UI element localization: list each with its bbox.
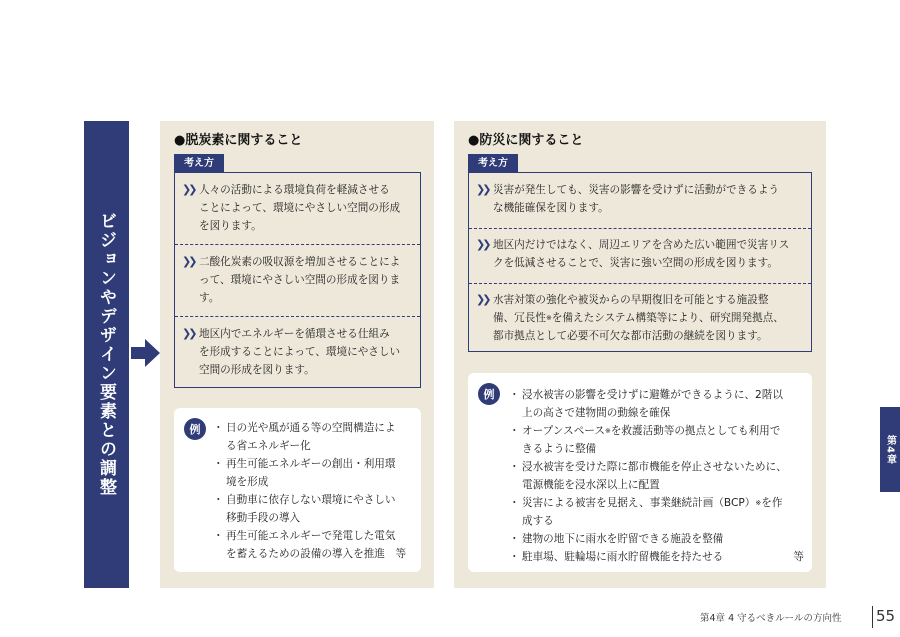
- dashed-divider: [469, 228, 811, 229]
- list-item: ・ オープンスペース※を救護活動等の拠点としても利用で きるように整備: [512, 422, 804, 458]
- double-chevron-icon: ❯❯: [476, 183, 489, 196]
- approach-item: ❯❯ 地区内だけではなく、周辺エリアを含めた広い範囲で災害リス クを低減させることで、災害に強い空間の形成を図ります。: [476, 238, 790, 269]
- list-item: ・ 浸水被害の影響を受けずに避難ができるように、2階以 上の高さで建物間の動線を確保: [512, 386, 804, 422]
- double-chevron-icon: ❯❯: [476, 238, 489, 251]
- approach-item: ❯❯ 人々の活動による環境負荷を軽減させる ことによって、環境にやさしい空間の形成 を図ります。: [182, 183, 401, 232]
- list-item: ・ 再生可能エネルギーで発電した電気 を蓄えるための設備の導入を推進 等: [216, 527, 416, 563]
- approach-item: ❯❯ 災害が発生しても、災害の影響を受けずに活動ができるよう な機能確保を図ります。: [476, 183, 780, 214]
- double-chevron-icon: ❯❯: [476, 293, 489, 306]
- right-arrow-icon: [131, 338, 161, 368]
- list-item: ・ 自動車に依存しない環境にやさしい 移動手段の導入: [216, 491, 416, 527]
- approach-box: [174, 172, 421, 388]
- approach-tag: 考え方: [174, 154, 224, 174]
- double-chevron-icon: ❯❯: [182, 255, 195, 268]
- example-badge: 例: [478, 383, 500, 405]
- list-item: ・ 災害による被害を見据え、事業継続計画（BCP）※を作 成する: [512, 494, 804, 530]
- list-item: ・ 再生可能エネルギーの創出・利用環 境を形成: [216, 455, 416, 491]
- list-item: ・ 日の光や風が通る等の空間構造によ る省エネルギー化: [216, 419, 416, 455]
- approach-tag: 考え方: [468, 154, 518, 174]
- side-title: [84, 121, 129, 588]
- example-list: [216, 419, 416, 563]
- chapter-tab: 第4章: [880, 407, 900, 492]
- section-heading-decarbonization: ●脱炭素に関すること: [174, 133, 303, 148]
- dashed-divider: [175, 244, 420, 245]
- approach-item: ❯❯ 水害対策の強化や被災からの早期復旧を可能とする施設整 備、冗長性※を備えたシステム構築等により、研究開発拠点、 都市拠点として必要不可欠な都市活動の継続を図ります。: [476, 293, 784, 342]
- footer-chapter-title: 第4章 4 守るべきルールの方向性: [700, 613, 842, 624]
- example-badge: 例: [184, 418, 206, 440]
- list-item: ・ 浸水被害を受けた際に都市機能を停止させないために、 電源機能を浸水深以上に配置: [512, 458, 804, 494]
- section-heading-disaster: ●防災に関すること: [468, 133, 584, 148]
- approach-item: ❯❯ 地区内でエネルギーを循環させる仕組み を形成することによって、環境にやさしい 空間の形成を図ります。: [182, 327, 401, 376]
- footer-divider: [872, 606, 873, 628]
- dashed-divider: [469, 283, 811, 284]
- page-number: 55: [876, 607, 896, 625]
- double-chevron-icon: ❯❯: [182, 327, 195, 340]
- example-list: [512, 386, 804, 566]
- list-item: ・ 建物の地下に雨水を貯留できる施設を整備: [512, 530, 804, 548]
- side-title-text: ビジョンやデザイン要素との調整: [96, 212, 116, 497]
- list-item: ・ 駐車場、駐輪場に雨水貯留機能を持たせる 等: [512, 548, 804, 566]
- approach-item: ❯❯ 二酸化炭素の吸収源を増加させることによ って、環境にやさしい空間の形成を図りま す。: [182, 255, 401, 304]
- approach-box: [468, 172, 812, 352]
- dashed-divider: [175, 316, 420, 317]
- double-chevron-icon: ❯❯: [182, 183, 195, 196]
